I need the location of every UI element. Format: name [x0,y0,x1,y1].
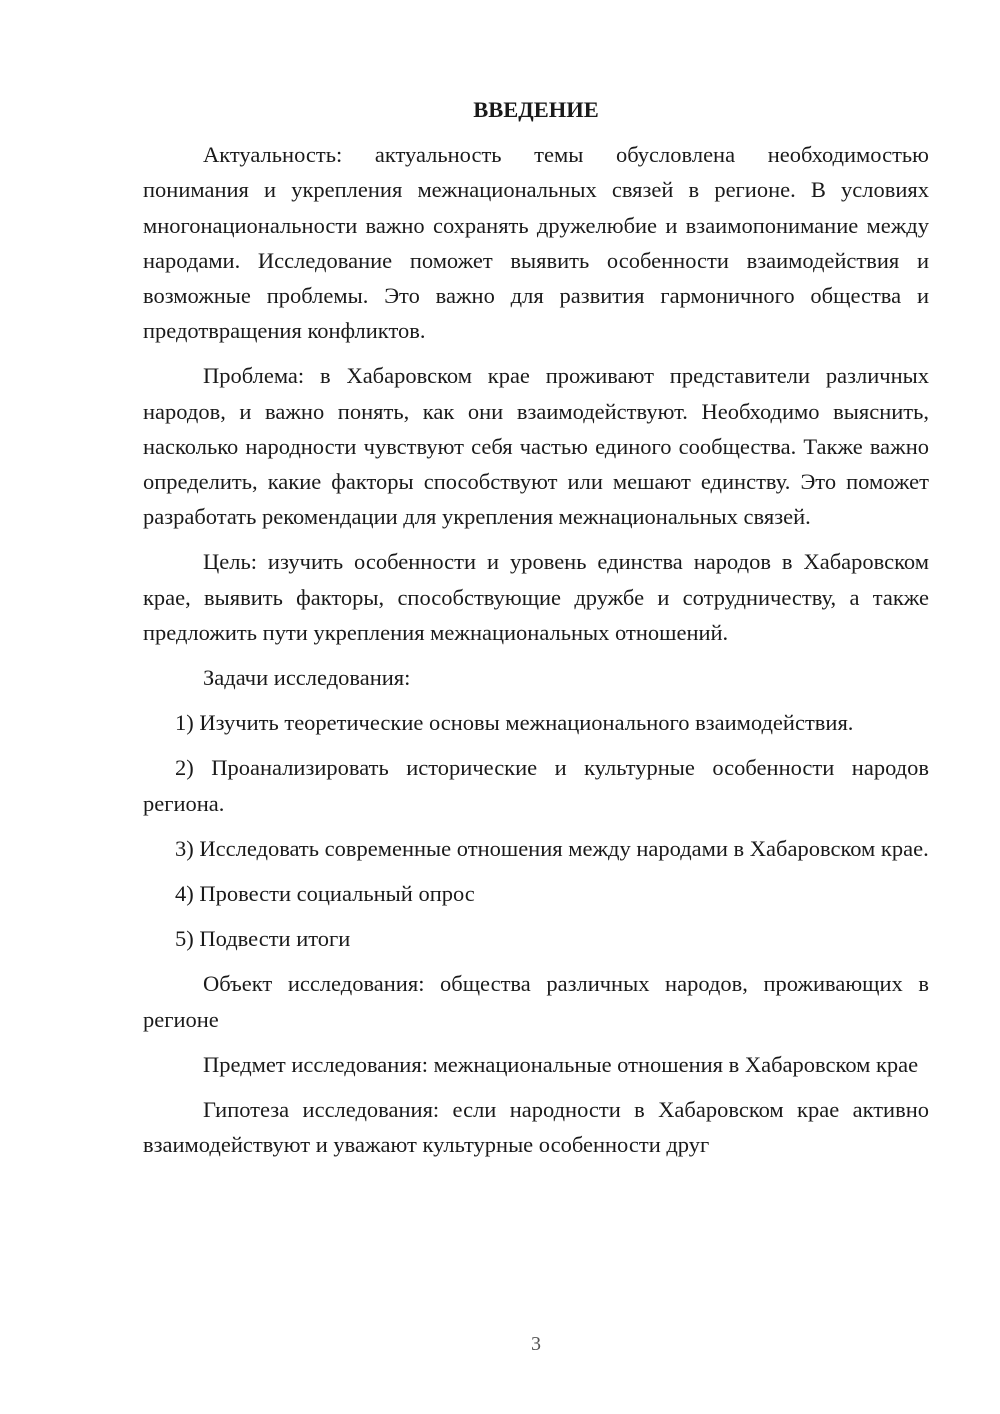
page-title: ВВЕДЕНИЕ [473,97,599,122]
paragraph-goal: Цель: изучить особенности и уровень единства народов в Хабаровском крае, выявить факторы, способствующие дружбе и сотрудничеству, а также предложить пути укрепления межнациональных отношений. [143,549,929,645]
task-item-3: 3) Исследовать современные отношения между народами в Хабаровском крае. [175,835,929,861]
paragraph-subject: Предмет исследования: межнациональные отношения в Хабаровском крае [203,1051,919,1077]
tasks-heading: Задачи исследования: [203,665,411,691]
paragraph-hypothesis: Гипотеза исследования: если народности в Хабаровском крае активно взаимодействуют и уважают культурные особенности друг [143,1097,929,1158]
task-item-4: 4) Провести социальный опрос [175,881,475,907]
page-content [143,92,929,1172]
paragraph-problem: Проблема: в Хабаровском крае проживают представители различных народов, и важно понять, как они взаимодействуют. Необходимо выяснить, насколько народности чувствуют себя частью единого сообщества. Также важно определить, какие факторы способствуют или мешают единству. Это поможет разработать рекомендации для укрепления межнациональных связей. [143,363,929,530]
page-number: 3 [531,1333,541,1355]
paragraph-relevance: Актуальность: актуальность темы обусловлена необходимостью понимания и укрепления межнациональных связей в регионе. В условиях многонациональности важно сохранять дружелюбие и взаимопонимание между народами. Исследование поможет выявить особенности взаимодействия и возможные проблемы. Это важно для развития гармоничного общества и предотвращения конфликтов. [143,142,929,344]
paragraph-object: Объект исследования: общества различных народов, проживающих в регионе [143,971,929,1032]
task-item-1: 1) Изучить теоретические основы межнационального взаимодействия. [175,710,854,736]
task-item-2: 2) Проанализировать исторические и культурные особенности народов региона. [143,755,929,816]
task-item-5: 5) Подвести итоги [175,926,351,952]
